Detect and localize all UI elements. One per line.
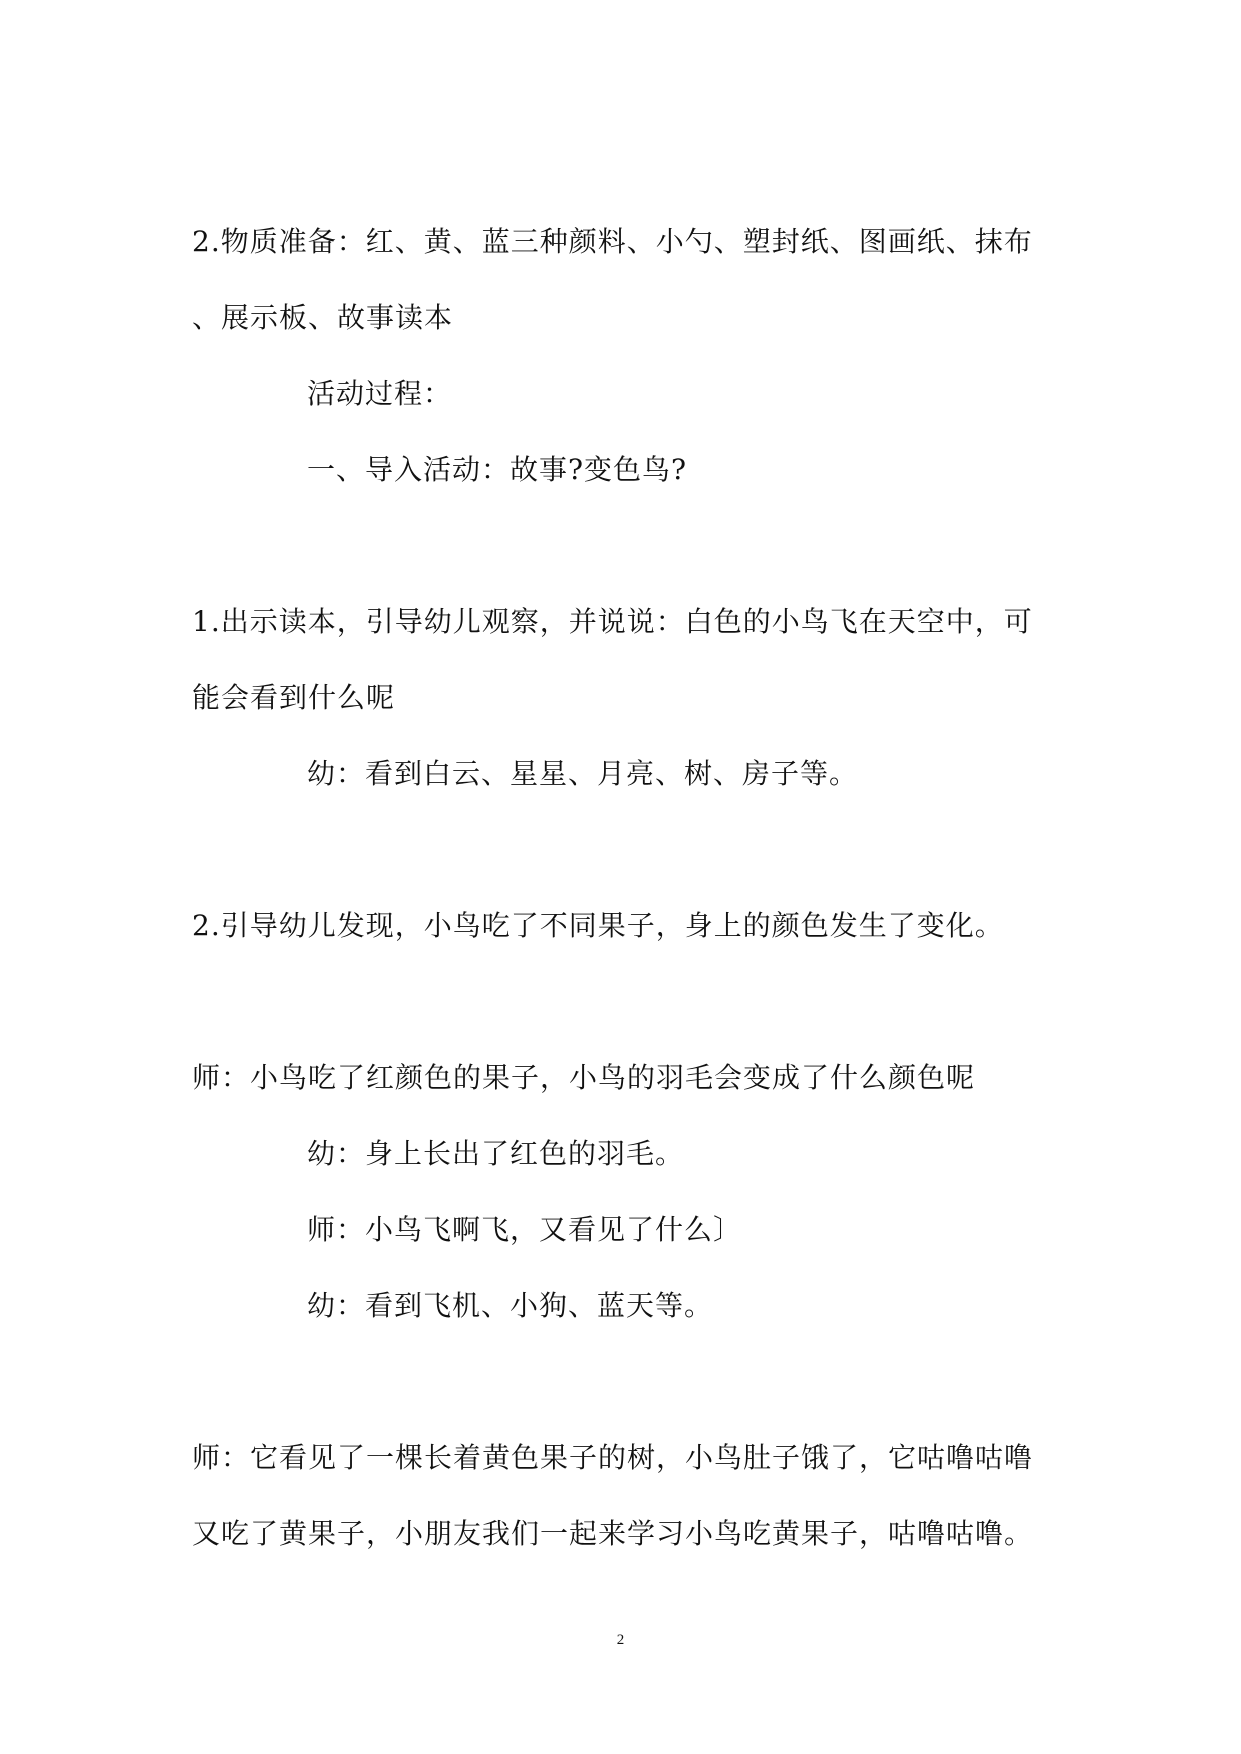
materials-line-2: 、展示板、故事读本: [192, 301, 454, 334]
page-number: 2: [616, 1632, 625, 1648]
teacher-paragraph-line-2: 又吃了黄果子，小朋友我们一起来学习小鸟吃黄果子，咕噜咕噜。: [192, 1517, 1034, 1550]
section-one-heading: 一、导入活动：故事?变色鸟?: [307, 453, 688, 486]
activity-process-heading: 活动过程：: [307, 377, 453, 410]
teacher-question-2: 师：小鸟飞啊飞，又看见了什么〕: [307, 1213, 743, 1246]
step-one-line-2: 能会看到什么呢: [192, 681, 396, 714]
teacher-paragraph-line-1: 师：它看见了一棵长着黄色果子的树，小鸟肚子饿了，它咕噜咕噜: [192, 1441, 1034, 1474]
step-one-line-1: 1.出示读本，引导幼儿观察，并说说：白色的小鸟飞在天空中，可: [192, 605, 1033, 638]
child-answer-1: 幼：看到白云、星星、月亮、树、房子等。: [307, 757, 859, 790]
teacher-question-1: 师：小鸟吃了红颜色的果子，小鸟的羽毛会变成了什么颜色呢: [192, 1061, 976, 1094]
materials-line-1: 2.物质准备：红、黄、蓝三种颜料、小勺、塑封纸、图画纸、抹布: [192, 225, 1033, 258]
child-answer-2: 幼：身上长出了红色的羽毛。: [307, 1137, 685, 1170]
step-two-line: 2.引导幼儿发现，小鸟吃了不同果子，身上的颜色发生了变化。: [192, 909, 1004, 942]
child-answer-3: 幼：看到飞机、小狗、蓝天等。: [307, 1289, 714, 1322]
